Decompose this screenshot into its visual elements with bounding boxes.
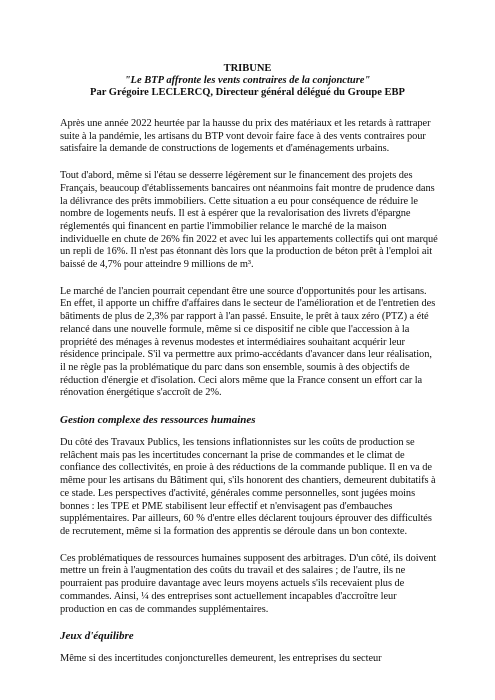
paragraph-renovation: Le marché de l'ancien pourrait cependant être une source d'opportunités pour les artisans. En effet, il apporte un chiffre d'affaires dans le secteur de l'amélioration et de l'entretien des bâtiments de plus de 2,3% par rapport à l'an passé. Ensuite, le prêt à taux zéro (PTZ) a été relancé dans une nouvelle formule, même si ce dispositif ne cible que l'accession à la propriété des ménages à revenus modestes et intermédiaires souhaitant acquérir leur résidence principale. S'il va permettre aux primo-accédants d'avancer dans leur réalisation, il ne règle pas la problématique du parc dans son ensemble, soumis à des objectifs de réduction d'énergie et d'isolation. Ceci alors même que la France consent un effort car la rénovation énergétique s'accroît de 2%.	[60, 285, 436, 399]
paragraph-financing: Tout d'abord, même si l'étau se desserre légèrement sur le financement des projets des Français, beaucoup d'établissements bancaires ont néanmoins fait montre de prudence dans la délivrance des prêts immobiliers. Cette situation a eu pour conséquence de réduire le nombre de logements neufs. Il est à espérer que la revalorisation des livrets d'épargne réglementés qui financent en partie l'immobilier relance le marché de la maison individuelle en chute de 26% fin 2022 et avec lui les appartements collectifs qui ont marqué un repli de 16%. Il n'est pas étonnant dès lors que la production de béton prêt à l'emploi ait baissé de 4,7% pour atteindre 9 millions de m³.	[60, 170, 438, 271]
article-kicker: TRIBUNE	[223, 63, 272, 74]
paragraph-arbitrages: Ces problématiques de ressources humaines supposent des arbitrages. D'un côté, ils doivent mettre un frein à l'augmentation des coûts du travail et des salaires ; de l'autre, ils ne pourraient pas produire davantage avec leurs moyens actuels s'ils recevaient plus de commandes. Ainsi, ¼ des entreprises sont actuellement incapables d'accroître leur production en cas de commandes supplémentaires.	[60, 552, 437, 615]
article-header	[60, 63, 435, 99]
paragraph-outlook: Même si des incertitudes conjoncturelles demeurent, les entreprises du secteur	[60, 653, 382, 665]
article-body	[60, 118, 438, 666]
paragraph-public-works: Du côté des Travaux Publics, les tensions inflationnistes sur les coûts de production se relâchent mais pas les incertitudes concernant la prise de commandes et le climat de confiance des collectivités, en proie à des réductions de la commande publique. Il en va de même pour les artisans du Bâtiment qui, s'ils honorent des chantiers, demeurent dubitatifs à ce stade. Les perspectives d'activité, générales comme personnelles, sont jugées moins bonnes : les TPE et PME stabilisent leur effectif et n'envisagent pas d'embauches supplémentaires. Par ailleurs, 60 % d'entre elles déclarent toujours éprouver des difficultés de recrutement, même si la formation des apprentis se déroule dans un bon contexte.	[60, 437, 436, 537]
article-byline: Par Grégoire LECLERCQ, Directeur général délégué du Groupe EBP	[90, 87, 405, 98]
paragraph-intro: Après une année 2022 heurtée par la hausse du prix des matériaux et les retards à rattraper suite à la pandémie, les artisans du BTP vont devoir faire face à des vents contraires pour satisfaire la demande de constructions de logements et d'aménagements urbains.	[60, 118, 431, 155]
section-heading-balance: Jeux d'équilibre	[60, 630, 134, 643]
article-title: "Le BTP affronte les vents contraires de la conjoncture"	[124, 75, 371, 86]
section-heading-hr: Gestion complexe des ressources humaines	[60, 414, 256, 427]
